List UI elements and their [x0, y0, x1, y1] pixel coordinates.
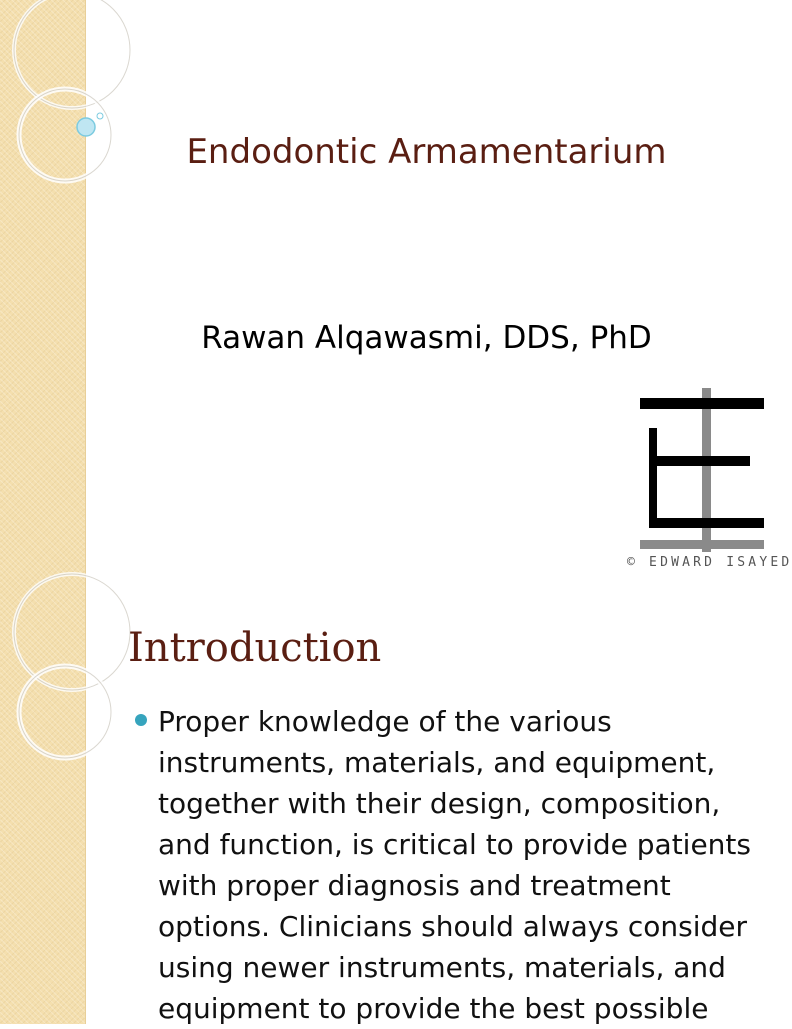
decorative-rings-icon — [0, 577, 110, 1024]
ei-monogram-logo-icon — [640, 388, 764, 552]
bullet-text: Proper knowledge of the various instruments, materials, and equipment, together with their design, composition, and function, is critical to provide patients with proper diagnosis and treatment options. Clinicians should always consider using newer instruments, materials, and equipment to provide the best possible — [158, 705, 751, 1025]
section-heading: Introduction — [128, 625, 382, 671]
content-slide — [0, 577, 768, 1024]
decorative-rings-icon — [0, 0, 110, 577]
author-name: Rawan Alqawasmi, DDS, PhD — [201, 320, 652, 356]
bullet-icon — [135, 714, 147, 726]
slide-title: Endodontic Armamentarium — [186, 132, 667, 172]
logo-credit: © EDWARD ISAYED — [627, 555, 792, 570]
